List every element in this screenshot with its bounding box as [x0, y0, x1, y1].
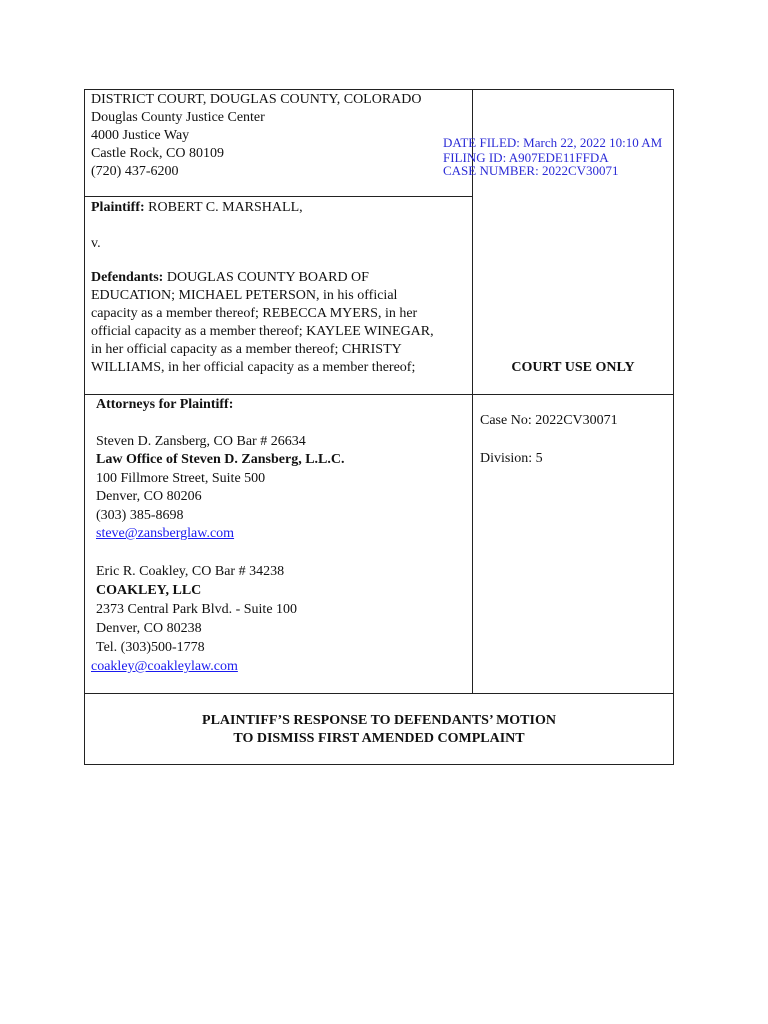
table-border-left	[84, 89, 85, 765]
attorney-1-phone: (303) 385-8698	[96, 508, 184, 523]
attorney-title-divider	[84, 693, 674, 694]
defendants-names-2: EDUCATION; MICHAEL PETERSON, in his official	[91, 288, 398, 303]
attorney-2-email-link[interactable]: coakley@coakleylaw.com	[91, 659, 238, 674]
document-title-line-1: PLAINTIFF’S RESPONSE TO DEFENDANTS’ MOTION	[202, 713, 556, 728]
document-title-line-2: TO DISMISS FIRST AMENDED COMPLAINT	[233, 731, 525, 746]
attorney-1-street: 100 Fillmore Street, Suite 500	[96, 471, 266, 486]
stamp-filing-id: FILING ID: A907EDE11FFDA	[443, 150, 609, 165]
attorney-2-city: Denver, CO 80238	[96, 621, 202, 636]
defendants-names-6: WILLIAMS, in her official capacity as a member thereof;	[91, 360, 416, 375]
defendants-names-5: in her official capacity as a member thereof; CHRISTY	[91, 342, 402, 357]
defendants-names-3: capacity as a member thereof; REBECCA MYERS, in her	[91, 306, 418, 321]
attorney-1-city: Denver, CO 80206	[96, 489, 202, 504]
attorney-2-name: Eric R. Coakley, CO Bar # 34238	[96, 564, 285, 579]
attorney-2-phone: Tel. (303)500-1778	[96, 640, 205, 655]
column-divider	[472, 89, 473, 694]
court-phone: (720) 437-6200	[91, 164, 179, 179]
attorney-2-firm: COAKLEY, LLC	[96, 583, 202, 598]
court-name: DISTRICT COURT, DOUGLAS COUNTY, COLORADO	[91, 92, 422, 107]
plaintiff-label: Plaintiff:	[91, 200, 145, 215]
table-border-right	[673, 89, 674, 765]
plaintiff-line	[91, 199, 303, 217]
stamp-date-filed: DATE FILED: March 22, 2022 10:10 AM	[443, 135, 663, 150]
court-party-divider	[84, 196, 473, 197]
table-border-bottom	[84, 764, 674, 765]
court-building: Douglas County Justice Center	[91, 110, 265, 125]
attorney-1-email-link[interactable]: steve@zansberglaw.com	[96, 526, 235, 541]
plaintiff-name: ROBERT C. MARSHALL,	[148, 200, 303, 215]
party-attorney-divider	[84, 394, 674, 395]
attorney-2-street: 2373 Central Park Blvd. - Suite 100	[96, 602, 298, 617]
court-city: Castle Rock, CO 80109	[91, 146, 224, 161]
case-number: Case No: 2022CV30071	[480, 413, 618, 428]
table-border-top	[84, 89, 674, 90]
attorney-1-name: Steven D. Zansberg, CO Bar # 26634	[96, 434, 306, 449]
defendants-label: Defendants:	[91, 270, 164, 285]
court-use-only: COURT USE ONLY	[511, 360, 635, 375]
versus: v.	[91, 236, 101, 251]
attorneys-heading: Attorneys for Plaintiff:	[96, 397, 234, 412]
attorney-1-firm: Law Office of Steven D. Zansberg, L.L.C.	[96, 452, 345, 467]
stamp-case-number: CASE NUMBER: 2022CV30071	[443, 163, 619, 178]
court-street: 4000 Justice Way	[91, 128, 190, 143]
defendants-line	[91, 269, 369, 287]
defendants-names-4: official capacity as a member thereof; KAYLEE WINEGAR,	[91, 324, 434, 339]
defendants-names-1: DOUGLAS COUNTY BOARD OF	[166, 270, 369, 285]
division: Division: 5	[480, 451, 543, 466]
